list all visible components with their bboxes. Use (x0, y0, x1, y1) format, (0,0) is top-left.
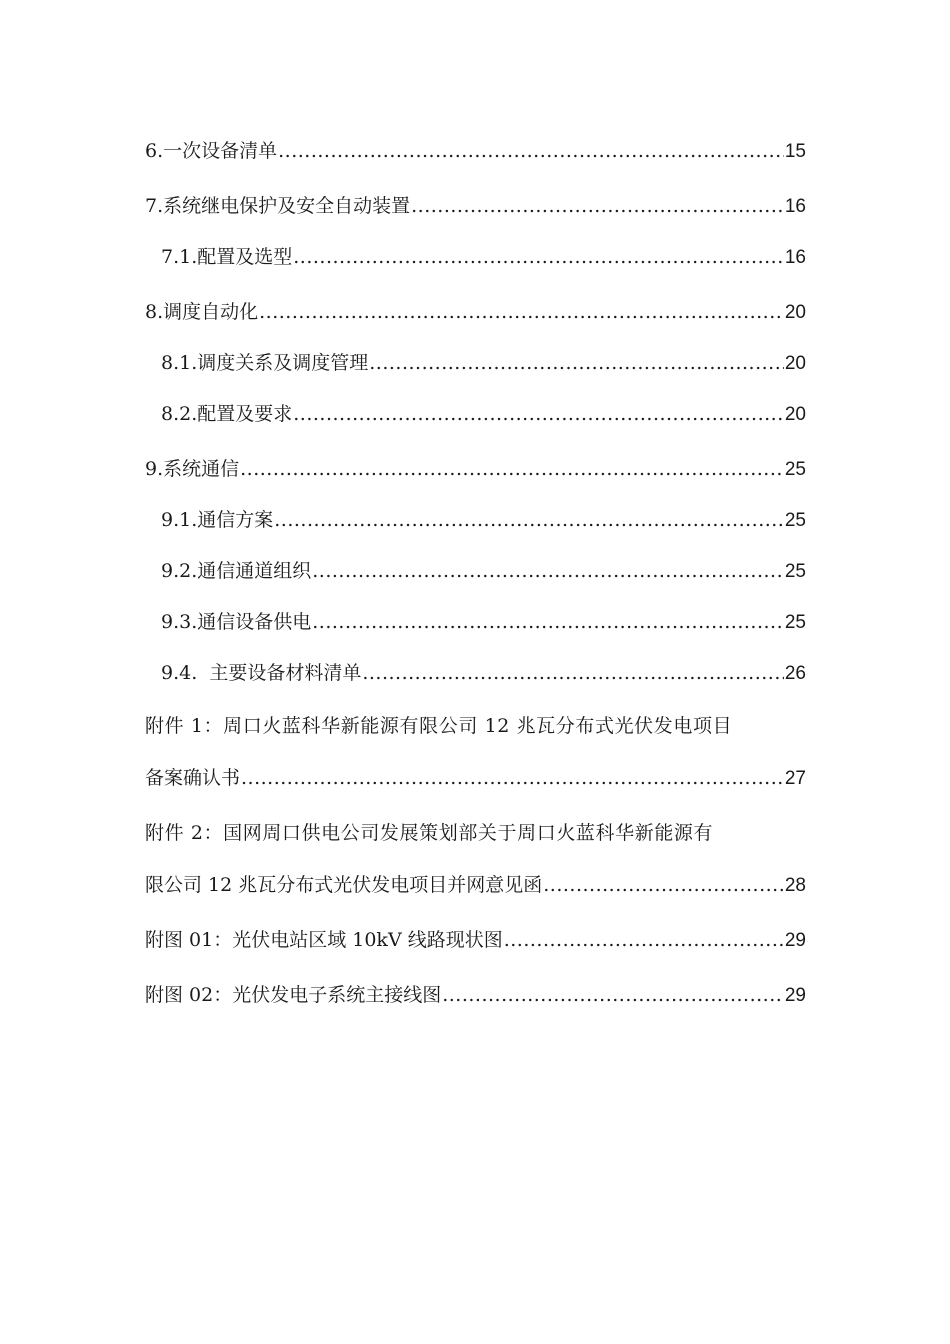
toc-entry-7-1[interactable] (145, 242, 806, 273)
toc-entry-6[interactable] (145, 136, 806, 167)
toc-page-number: 28 (784, 875, 806, 896)
toc-entry-figure-2[interactable] (145, 980, 806, 1011)
toc-page-number: 25 (784, 459, 806, 480)
toc-page-number: 26 (784, 663, 806, 684)
toc-entry-label: 8.调度自动化 (145, 301, 259, 323)
toc-entry-9-3[interactable] (145, 607, 806, 638)
toc-page-number: 20 (784, 302, 806, 323)
toc-page-number: 20 (784, 404, 806, 425)
toc-entry-label: 9.1.通信方案 (161, 509, 274, 531)
toc-entry-9-2[interactable] (145, 556, 806, 587)
toc-entry-label: 7.1.配置及选型 (161, 246, 293, 268)
dot-leader (241, 763, 784, 793)
dot-leader (411, 191, 784, 221)
toc-entry-label: 附图 01：光伏电站区域 10kV 线路现状图 (145, 929, 503, 951)
toc-entry-label: 6.一次设备清单 (145, 140, 278, 162)
toc-page-number: 16 (784, 247, 806, 268)
toc-entry-label: 7.系统继电保护及安全自动装置 (145, 195, 411, 217)
table-of-contents (145, 136, 806, 1035)
toc-entry-label-line1: 附件 2：国网周口供电公司发展策划部关于周口火蓝科华新能源有 (145, 822, 714, 844)
toc-entry-label: 附图 02：光伏发电子系统主接线图 (145, 984, 442, 1006)
dot-leader (369, 348, 784, 378)
toc-entry-8[interactable] (145, 297, 806, 328)
dot-leader (240, 454, 784, 484)
toc-entry-8-1[interactable] (145, 348, 806, 379)
toc-page-number: 25 (784, 612, 806, 633)
dot-leader (543, 870, 784, 900)
toc-entry-label: 9.4. 主要设备材料清单 (161, 662, 362, 684)
toc-entry-label-line2: 限公司 12 兆瓦分布式光伏发电项目并网意见函 (145, 874, 543, 896)
toc-page-number: 29 (784, 985, 806, 1006)
dot-leader (312, 607, 784, 637)
dot-leader (259, 297, 784, 327)
dot-leader (442, 980, 784, 1010)
dot-leader (278, 136, 784, 166)
toc-page-number: 20 (784, 353, 806, 374)
toc-entry-attachment-1[interactable] (145, 711, 806, 794)
toc-entry-label: 8.1.调度关系及调度管理 (161, 352, 369, 374)
dot-leader (293, 242, 784, 272)
toc-page-number: 27 (784, 768, 806, 789)
dot-leader (504, 925, 784, 955)
toc-entry-label: 9.3.通信设备供电 (161, 611, 312, 633)
toc-page-number: 16 (784, 196, 806, 217)
toc-page-number: 25 (784, 510, 806, 531)
dot-leader (362, 658, 784, 688)
toc-page-number: 15 (784, 141, 806, 162)
dot-leader (312, 556, 784, 586)
toc-entry-label: 9.系统通信 (145, 458, 240, 480)
toc-entry-line2 (145, 870, 806, 901)
toc-entry-label-line1: 附件 1：周口火蓝科华新能源有限公司 12 兆瓦分布式光伏发电项目 (145, 715, 733, 737)
dot-leader (293, 399, 784, 429)
toc-entry-label-line2: 备案确认书 (145, 767, 241, 789)
toc-entry-9[interactable] (145, 454, 806, 485)
toc-entry-attachment-2[interactable] (145, 818, 806, 901)
toc-entry-9-1[interactable] (145, 505, 806, 536)
toc-entry-8-2[interactable] (145, 399, 806, 430)
toc-entry-7[interactable] (145, 191, 806, 222)
toc-entry-label: 9.2.通信通道组织 (161, 560, 312, 582)
toc-page-number: 29 (784, 930, 806, 951)
toc-entry-figure-1[interactable] (145, 925, 806, 956)
toc-entry-9-4[interactable] (145, 658, 806, 689)
toc-entry-label: 8.2.配置及要求 (161, 403, 293, 425)
dot-leader (274, 505, 784, 535)
toc-entry-line2 (145, 763, 806, 794)
toc-page-number: 25 (784, 561, 806, 582)
